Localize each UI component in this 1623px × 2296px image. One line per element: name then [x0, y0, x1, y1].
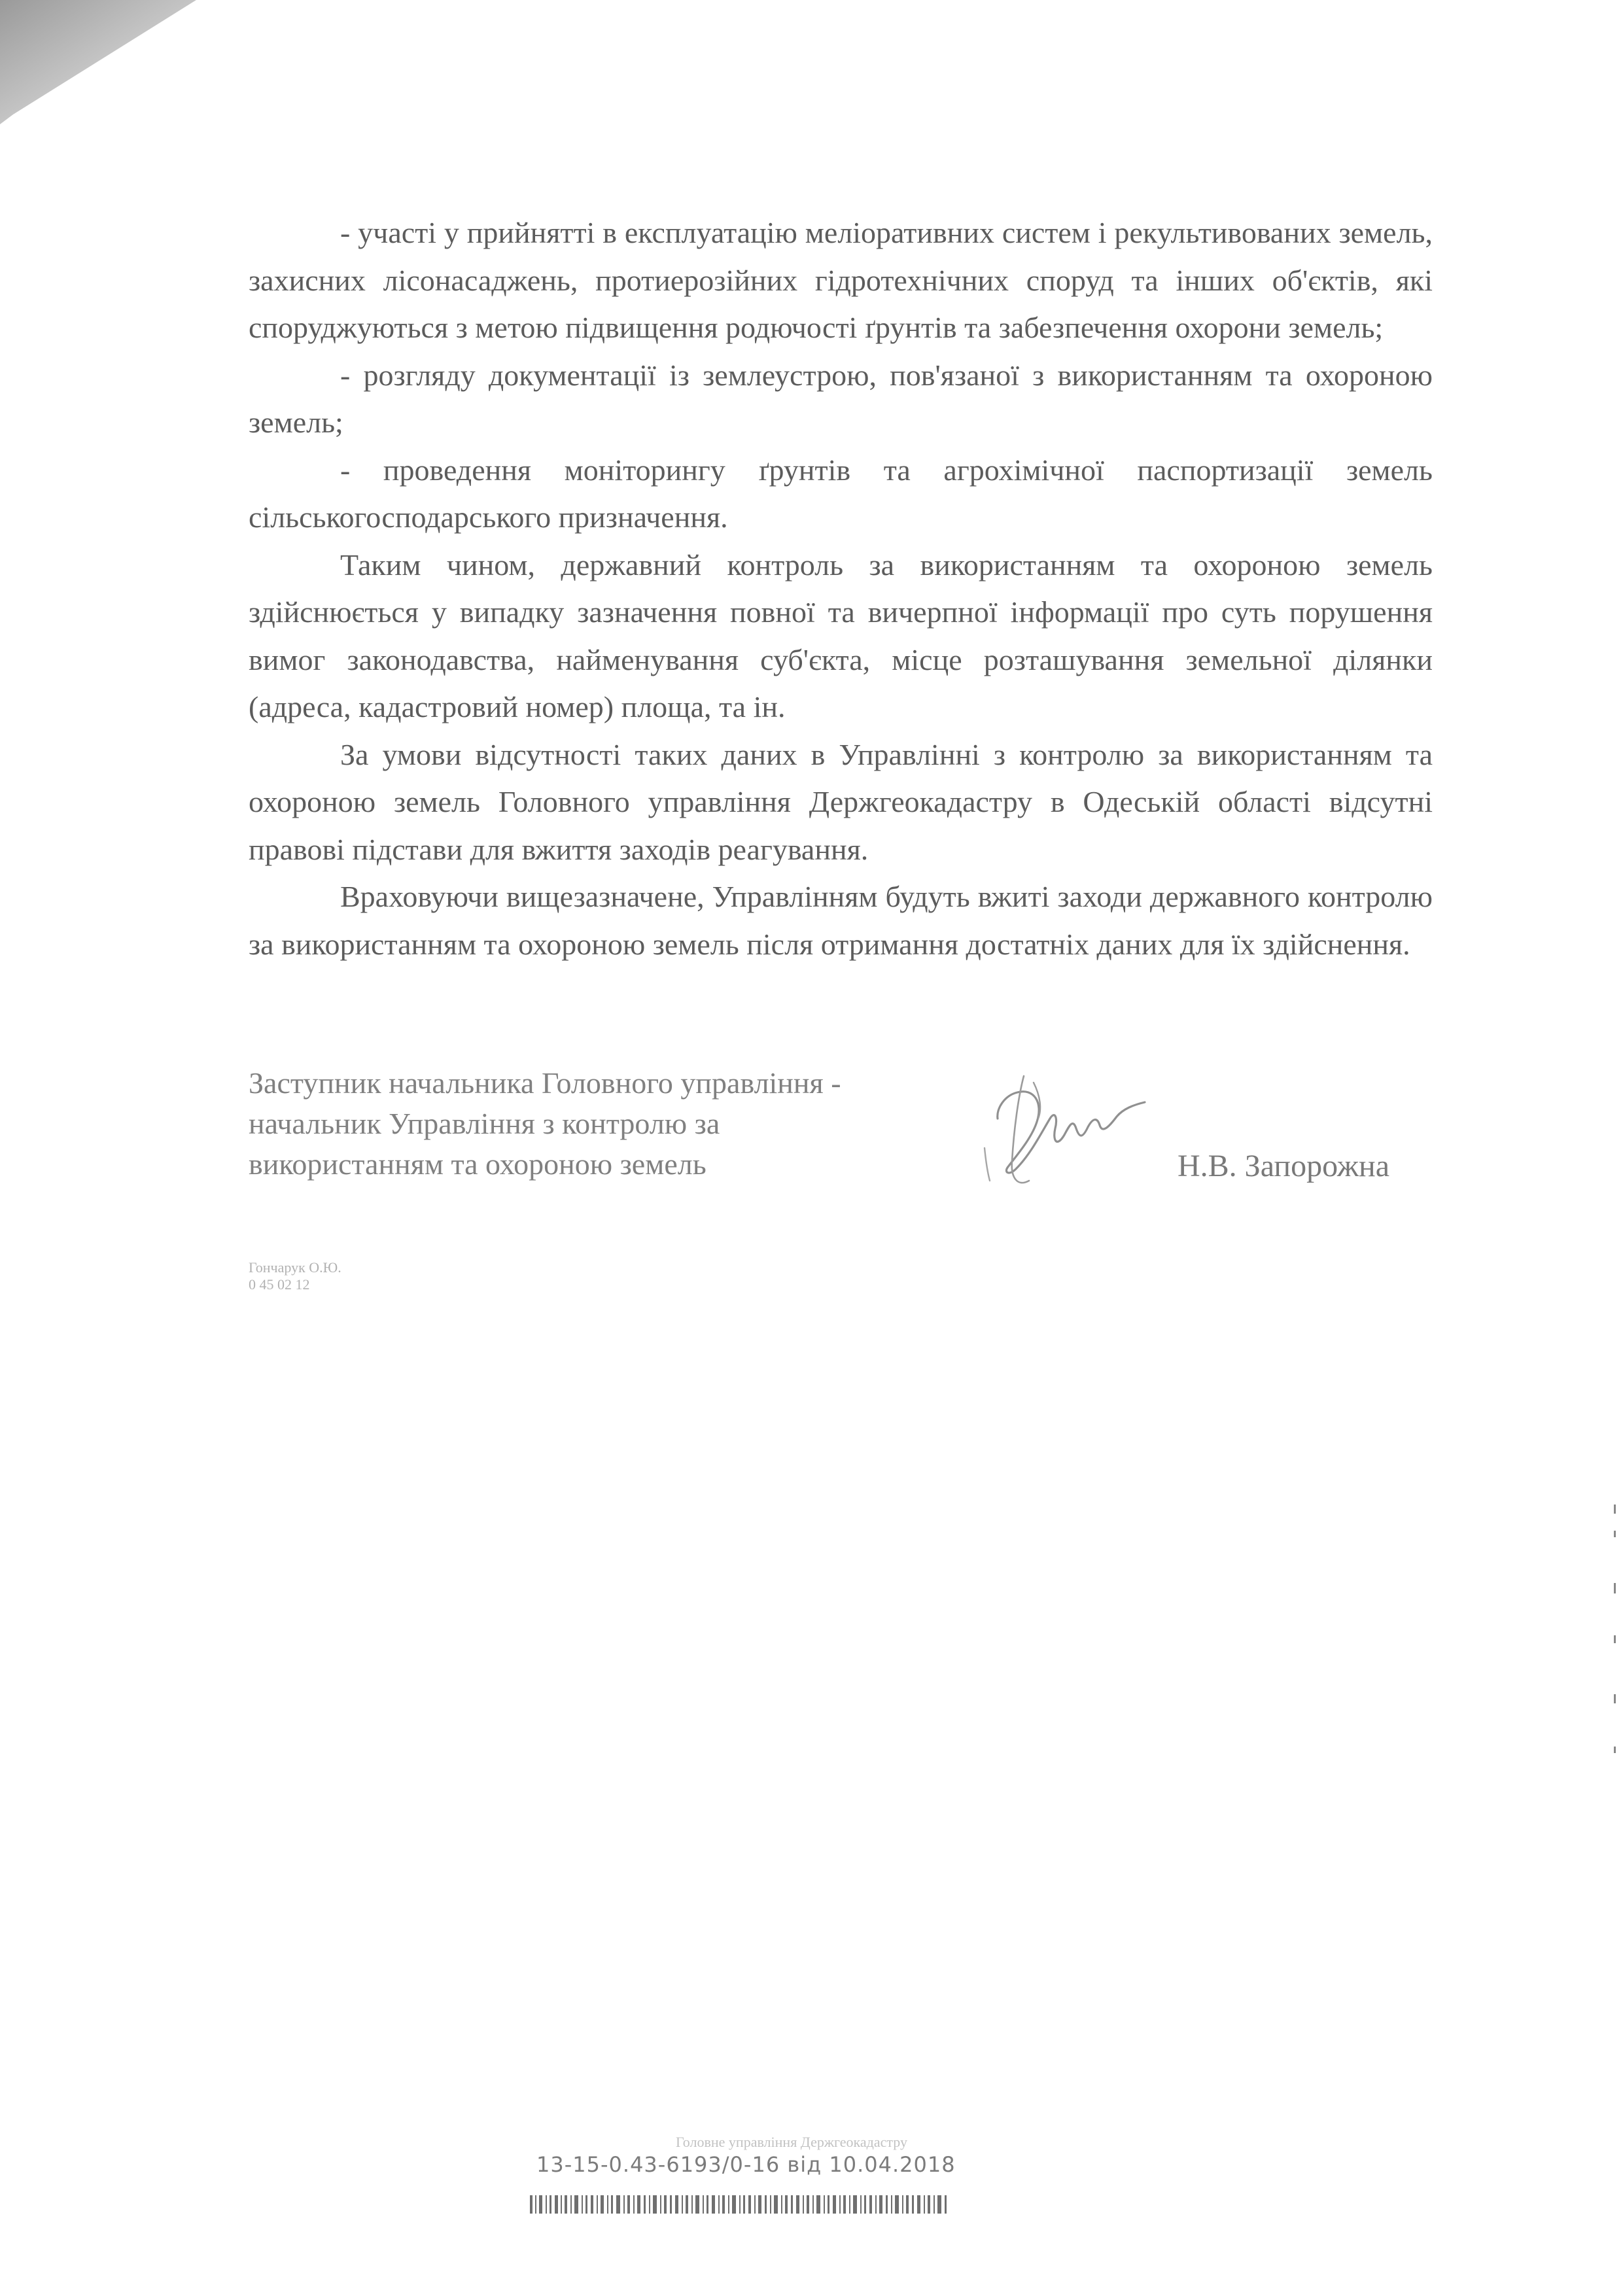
- position-line-1: Заступник начальника Головного управління -: [249, 1066, 841, 1100]
- executor-name: Гончарук О.Ю.: [249, 1259, 341, 1276]
- signer-name: Н.В. Запорожна: [1178, 1149, 1390, 1183]
- paragraph-soil-monitoring: - проведення моніторингу ґрунтів та агрохімічної паспортизації земель сільськогосподарського призначення.: [249, 453, 1433, 534]
- paragraph-absence-of-data: За умови відсутності таких даних в Управлінні з контролю за використанням та охороною земель Головного управління Держгеокадастру в Одеській області відсутні правові підстави для вжиття заходів реагування.: [249, 737, 1433, 866]
- letter-body: [249, 209, 1433, 968]
- barcode-icon: [530, 2193, 949, 2216]
- executor-info: [249, 1259, 341, 1293]
- scan-shadow-corner: [0, 0, 209, 131]
- position-line-3: використанням та охороною земель: [249, 1147, 707, 1181]
- paragraph-participation: - участі у прийнятті в експлуатацію меліоративних систем і рекультивованих земель, захисних лісонасаджень, протиерозійних гідротехнічних споруд та інших об'єктів, які споруджуються з метою підвищення родючості ґрунтів та забезпечення охорони земель;: [249, 216, 1433, 344]
- signatory-position: [249, 1063, 903, 1185]
- registration-number: 13-15-0.43-6193/0-16 від 10.04.2018: [536, 2152, 956, 2177]
- executor-phone: 0 45 02 12: [249, 1276, 310, 1293]
- paragraph-control-conditions: Таким чином, державний контроль за використанням та охороною земель здійснюється у випадку зазначення повної та вичерпної інформації про суть порушення вимог законодавства, найменування суб'єкта, місце розташування земельної ділянки (адреса, кадастровий номер) площа, та ін.: [249, 548, 1433, 723]
- registration-stamp-header: Головне управління Держгеокадастру: [676, 2134, 907, 2150]
- position-line-2: начальник Управління з контролю за: [249, 1107, 720, 1140]
- paragraph-conclusion: Враховуючи вищезазначене, Управлінням будуть вжиті заходи державного контролю за використанням та охороною земель після отримання достатніх даних для їх здійснення.: [249, 880, 1433, 961]
- handwritten-signature: [978, 1056, 1155, 1200]
- paragraph-documentation-review: - розгляду документації із землеустрою, пов'язаної з використанням та охороною земель;: [249, 358, 1433, 439]
- scan-edge-marks: [1597, 1505, 1623, 1766]
